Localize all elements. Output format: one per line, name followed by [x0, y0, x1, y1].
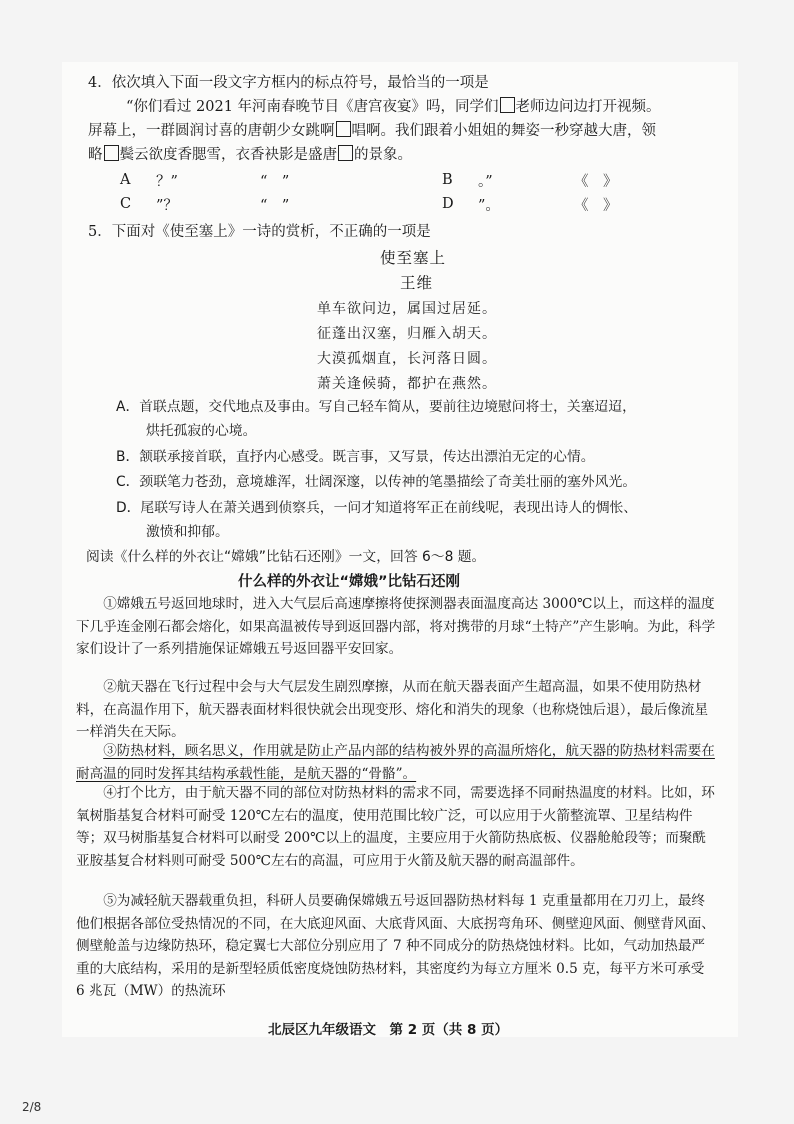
q5-option-d-1: D．尾联写诗人在萧关遇到侦察兵，一问才知道将军正在前线呢，表现出诗人的惆怅、	[116, 500, 638, 516]
q4-option-b-left: 。”	[478, 174, 493, 190]
paragraph-4: ④打个比方，由于航天器不同的部位对防热材料的需求不同，需要选择不同耐热温度的材料。比如，环氧树脂基复合材料可耐受 120℃左右的温度，使用范围比较广泛，可以应用于火箭整流罩、卫星结构件等；双马树脂基复合材料可以耐受 200℃以上的温度，主要应用于火箭防热底板、仪器舱舱段等；而聚酰亚胺基复合材料则可耐受 500℃左右的高温，可应用于火箭及航天器的耐高温部件。	[76, 785, 715, 869]
poet-name: 王维	[400, 274, 434, 292]
paragraph-5: ⑤为减轻航天器载重负担，科研人员要确保嫦娥五号返回器防热材料每 1 克重量都用在刀刃上，最终他们根据各部位受热情况的不同，在大底迎风面、大底背风面、大底拐弯角环、侧壁迎风面、侧壁背风面、侧壁舱盖与边缘防热环，稳定翼七大部位分别应用了 7 种不同成分的防热烧蚀材料。比如，气动加热最严重的大底结构，采用的是新型轻质低密度烧蚀防热材料，其密度约为每立方厘米 0.5 克，每平方米可承受 6 兆瓦（MW）的热流环	[76, 893, 715, 999]
q4-line-3-c: 的景象。	[354, 147, 412, 163]
q4-line-2	[88, 120, 656, 142]
q4-option-c-right: “ ”	[260, 198, 290, 214]
blank-box-3	[104, 145, 119, 161]
q5-option-a-2: 烘托孤寂的心境。	[146, 423, 257, 439]
q4-option-b-right: 《 》	[574, 174, 618, 190]
q4-line-1	[126, 96, 661, 118]
q4-option-d: D	[442, 196, 454, 212]
q5-option-c: C．颈联笔力苍劲，意境雄浑，壮阔深邃，以传神的笔墨描绘了奇美壮丽的塞外风光。	[116, 474, 637, 490]
page-counter: 2/8	[22, 1100, 42, 1114]
q4-line-1-a: “你们看过 2021 年河南春晚节目《唐宫夜宴》吗，同学们	[126, 99, 499, 115]
poem-line-4: 萧关逢候骑，都护在燕然。	[317, 376, 497, 392]
q4-line-1-b: 老师边问边打开视频。	[515, 99, 661, 115]
q4-option-a: A	[120, 172, 131, 188]
paragraph-2: ②航天器在飞行过程中会与大气层发生剧烈摩擦，从而在航天器表面产生超高温，如果不使用防热材料，在高温作用下，航天器表面材料很快就会出现变形、熔化和消失的现象（也称烧蚀后退），最后像流星一样消失在天际。	[76, 679, 709, 740]
poem-line-2: 征蓬出汉塞，归雁入胡天。	[317, 326, 497, 342]
q4-line-2-a: 屏幕上，一群圆润讨喜的唐朝少女跳啊	[88, 123, 335, 139]
q4-option-a-left: ？”	[156, 174, 178, 190]
q4-stem: 4．依次填入下面一段文字方框内的标点符号，最恰当的一项是	[88, 75, 489, 91]
q4-line-2-b: 唱啊。我们跟着小姐姐的舞姿一秒穿越大唐，领	[351, 123, 656, 139]
q4-option-d-right: 《 》	[574, 198, 618, 214]
blank-box-1	[500, 97, 515, 113]
reading-title: 什么样的外衣让“嫦娥”比钻石还刚	[238, 574, 461, 590]
page-footer: 北辰区九年级语文 第 2 页（共 8 页）	[268, 1022, 509, 1038]
q4-line-3	[88, 144, 412, 166]
q4-option-c-left: ”？	[156, 198, 178, 214]
q4-option-d-left: ”。	[478, 198, 500, 214]
poem-line-1: 单车欲问边，属国过居延。	[317, 301, 497, 317]
q5-option-b: B．颔联承接首联，直抒内心感受。既言事，又写景，传达出漂泊无定的心情。	[116, 449, 595, 465]
paragraph-3: ③防热材料，顾名思义，作用就是防止产品内部的结构被外界的高温所熔化，航天器的防热材料需要在耐高温的同时发挥其结构承载性能，是航天器的“骨骼”。	[76, 743, 715, 782]
q4-line-3-b: 鬓云欲度香腮雪，衣香袂影是盛唐	[119, 147, 337, 163]
blank-box-2	[336, 121, 351, 137]
reading-intro: 阅读《什么样的外衣让“嫦娥”比钻石还刚》一文，回答 6～8 题。	[86, 549, 486, 565]
q5-stem: 5．下面对《使至塞上》一诗的赏析，不正确的一项是	[88, 224, 431, 240]
q4-line-3-a: 略	[88, 147, 103, 163]
blank-box-4	[338, 145, 353, 161]
poem-title: 使至塞上	[380, 249, 447, 267]
q4-option-b: B	[442, 172, 453, 188]
q5-option-a-1: A．首联点题，交代地点及事由。写自己轻车简从，要前往边境慰问将士，关塞迢迢，	[116, 399, 636, 415]
poem-line-3: 大漠孤烟直，长河落日圆。	[317, 351, 497, 367]
q5-option-d-2: 激愤和抑郁。	[146, 524, 229, 540]
q4-option-c: C	[120, 196, 132, 212]
paragraph-1: ①嫦娥五号返回地球时，进入大气层后高速摩擦将使探测器表面温度高达 3000℃以上，而这样的温度下几乎连金刚石都会熔化，如果高温被传导到返回器内部，将对携带的月球“土特产”产生影响。为此，科学家们设计了一系列措施保证嫦娥五号返回器平安回家。	[76, 596, 716, 657]
q4-option-a-right: “ ”	[260, 174, 290, 190]
